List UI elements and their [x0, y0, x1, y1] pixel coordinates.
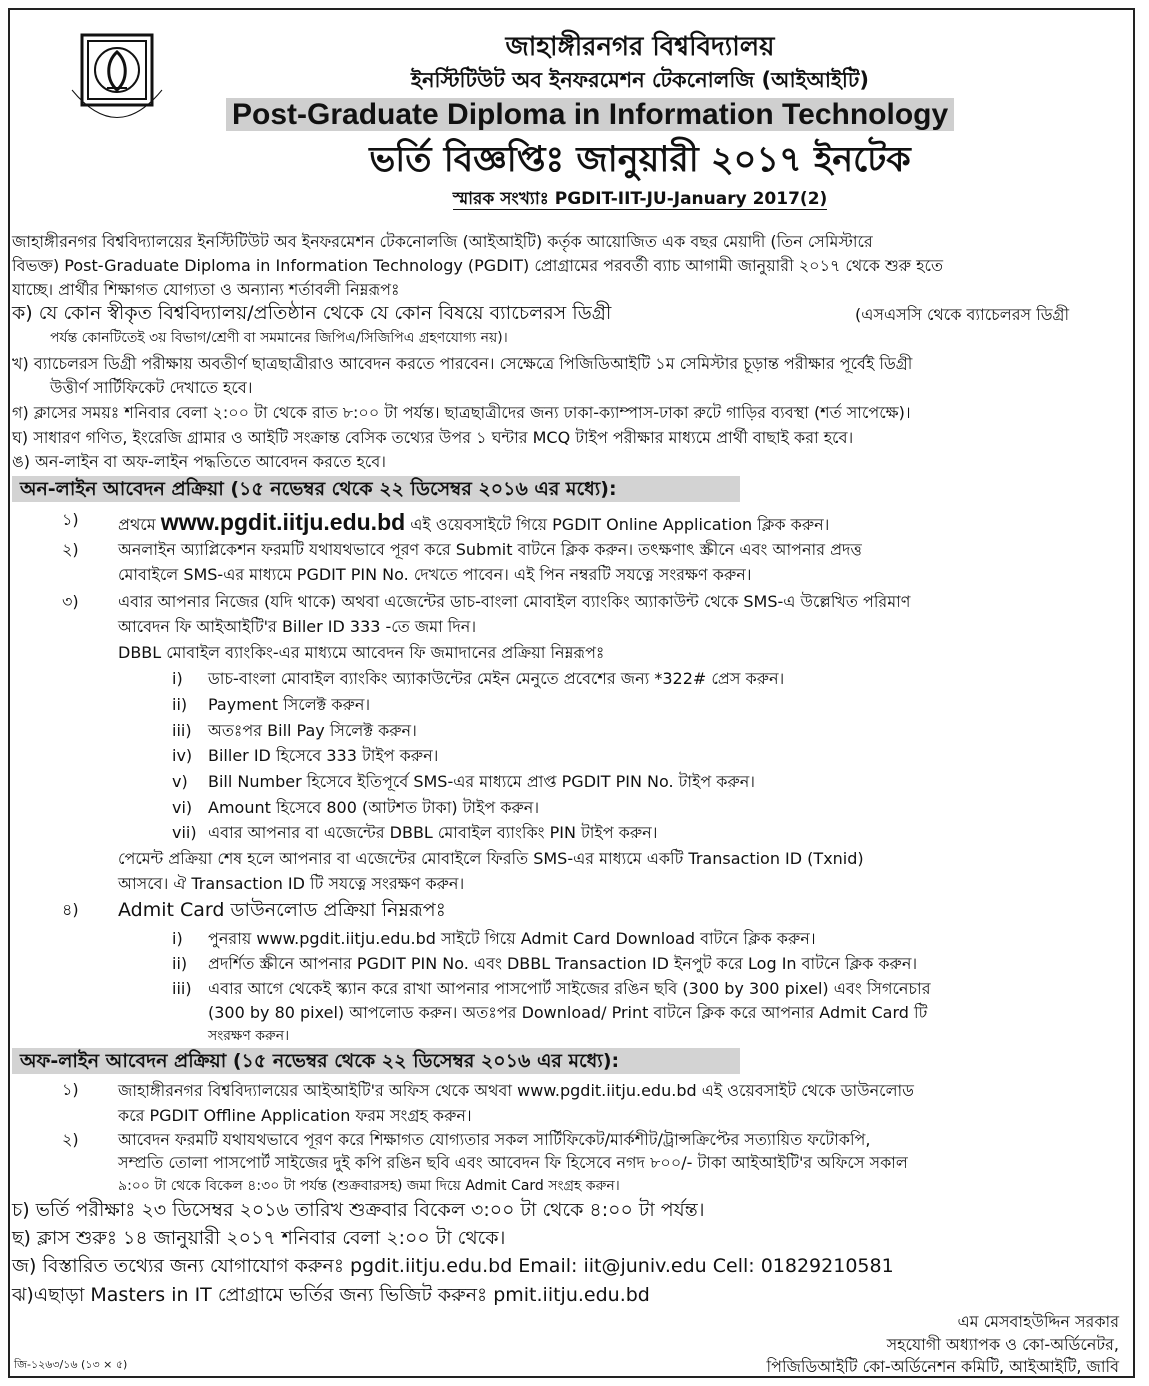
- condition-kha-2: উত্তীর্ণ সার্টিফিকেট দেখাতে হবে।: [50, 378, 253, 397]
- intro-line-3: যাচ্ছে। প্রার্থীর শিক্ষাগত যোগ্যতা ও অন্যান্য শর্তাবলী নিম্নরূপঃ: [12, 280, 400, 299]
- offline-step-1-line-2: করে PGDIT Offline Application ফরম সংগ্রহ করুন।: [118, 1106, 472, 1125]
- dbbl-step-number: ii): [172, 695, 188, 714]
- online-step-number-2: ২): [62, 540, 79, 559]
- program-title: Post-Graduate Diploma in Information Technology: [226, 98, 954, 131]
- dbbl-step: এবার আপনার বা এজেন্টের DBBL মোবাইল ব্যাংকিং PIN টাইপ করুন।: [208, 823, 658, 842]
- university-name: জাহাঙ্গীরনগর বিশ্ববিদ্যালয়: [505, 32, 775, 62]
- offline-step-number-1: ১): [62, 1080, 79, 1099]
- intro-line-2: বিভক্ত) Post-Graduate Diploma in Information Technology (PGDIT) প্রোগ্রামের পরবর্তী ব্যাচ আগামী জানুয়ারী ২০১৭ থেকে শুরু হতে: [12, 256, 943, 275]
- offline-heading: অফ-লাইন আবেদন প্রক্রিয়া (১৫ নভেম্বর থেকে ২২ ডিসেম্বর ২০১৬ এর মধ্যে):: [12, 1048, 740, 1074]
- condition-gha: ঘ) সাধারণ গণিত, ইংরেজি গ্রামার ও আইটি সংক্রান্ত বেসিক তথ্যের উপর ১ ঘন্টার MCQ টাইপ পরীক্ষার মাধ্যমে প্রার্থী বাছাই করা হবে।: [12, 428, 854, 447]
- dbbl-step-number: iv): [172, 746, 193, 765]
- offline-step-2-line-2: সম্প্রতি তোলা পাসপোর্ট সাইজের দুই কপি রঙিন ছবি এবং আবেদন ফি হিসেবে নগদ ৮০০/- টাকা আইআইটি'র অফিসে সকাল: [118, 1153, 908, 1172]
- signatory-name: এম মেসবাহউদ্দিন সরকার: [957, 1312, 1119, 1331]
- online-step-1-prefix: প্রথমে: [118, 515, 156, 534]
- admit-step-3-line-1: এবার আগে থেকেই স্ক্যান করে রাখা আপনার পাসপোর্ট সাইজের রঙিন ছবি (300 by 300 pixel) এবং সিগনেচার: [208, 979, 931, 998]
- contact-info: জ) বিস্তারিত তথ্যের জন্য যোগাযোগ করুনঃ pgdit.iitju.edu.bd Email: iit@juniv.edu Cell: 01829210581: [12, 1255, 894, 1277]
- dbbl-step: Payment সিলেক্ট করুন।: [208, 695, 371, 714]
- admit-step-number-2: ii): [172, 954, 188, 973]
- intro-line-1: জাহাঙ্গীরনগর বিশ্ববিদ্যালয়ের ইনস্টিটিউট অব ইনফরমেশন টেকনোলজি (আইআইটি) কর্তৃক আয়োজিত এক বছর মেয়াদী (তিন সেমিস্টারে: [12, 232, 873, 251]
- dbbl-step-number: iii): [172, 721, 192, 740]
- transaction-line-2: আসবে। ঐ Transaction ID টি সযত্নে সংরক্ষণ করুন।: [118, 874, 465, 893]
- online-step-3-line-1: এবার আপনার নিজের (যদি থাকে) অথবা এজেন্টের ডাচ-বাংলা মোবাইল ব্যাংকিং অ্যাকাউন্ট থেকে SMS-এ উল্লেখিত পরিমাণ: [118, 592, 911, 611]
- admit-step-3-line-3: সংরক্ষণ করুন।: [208, 1028, 290, 1044]
- online-step-number-1: ১): [62, 510, 79, 529]
- admit-step-1: পুনরায় www.pgdit.iitju.edu.bd সাইটে গিয়ে Admit Card Download বাটনে ক্লিক করুন।: [208, 929, 816, 948]
- condition-ka: ক) যে কোন স্বীকৃত বিশ্ববিদ্যালয়/প্রতিষ্ঠান থেকে যে কোন বিষয়ে ব্যাচেলরস ডিগ্রী: [12, 302, 612, 324]
- admit-step-number-3: iii): [172, 979, 192, 998]
- website-link[interactable]: www.pgdit.iitju.edu.bd: [160, 509, 406, 535]
- dbbl-step: অতঃপর Bill Pay সিলেক্ট করুন।: [208, 721, 417, 740]
- masters-info: ঝ)এছাড়া Masters in IT প্রোগ্রামে ভর্তির জন্য ভিজিট করুনঃ pmit.iitju.edu.bd: [12, 1284, 650, 1306]
- admission-title: ভর্তি বিজ্ঞপ্তিঃ জানুয়ারী ২০১৭ ইনটেক: [369, 140, 911, 180]
- transaction-line-1: পেমেন্ট প্রক্রিয়া শেষ হলে আপনার বা এজেন্টের মোবাইলে ফিরতি SMS-এর মাধ্যমে একটি Transaction ID (Txnid): [118, 849, 864, 868]
- online-step-2-line-2: মোবাইলে SMS-এর মাধ্যমে PGDIT PIN No. দেখতে পাবেন। এই পিন নম্বরটি সযত্নে সংরক্ষণ করুন।: [118, 565, 752, 584]
- memo-number: [240, 186, 1040, 214]
- signatory-designation: সহযোগী অধ্যাপক ও কো-অর্ডিনেটর,: [886, 1335, 1119, 1354]
- offline-step-1-line-1: জাহাঙ্গীরনগর বিশ্ববিদ্যালয়ের আইআইটি'র অফিস থেকে অথবা www.pgdit.iitju.edu.bd এই ওয়েবসাইট থেকে ডাউনলোড: [118, 1081, 914, 1100]
- online-step-number-3: ৩): [62, 592, 79, 611]
- admit-card-heading: Admit Card ডাউনলোড প্রক্রিয়া নিম্নরূপঃ: [118, 899, 446, 921]
- dbbl-heading: DBBL মোবাইল ব্যাংকিং-এর মাধ্যমে আবেদন ফি জমাদানের প্রক্রিয়া নিম্নরূপঃ: [118, 643, 605, 662]
- dbbl-step: Bill Number হিসেবে ইতিপূর্বে SMS-এর মাধ্যমে প্রাপ্ত PGDIT PIN No. টাইপ করুন।: [208, 772, 756, 791]
- admit-step-3-line-2: (300 by 80 pixel) আপলোড করুন। অতঃপর Download/ Print বাটনে ক্লিক করে আপনার Admit Card টি: [208, 1003, 928, 1022]
- dbbl-step: Biller ID হিসেবে 333 টাইপ করুন।: [208, 746, 439, 765]
- condition-ka-note-2: পর্যন্ত কোনটিতেই ৩য় বিভাগ/শ্রেণী বা সমমানের জিপিএ/সিজিপিএ গ্রহণযোগ্য নয়)।: [50, 330, 508, 346]
- university-logo: [62, 30, 172, 150]
- ad-code: জি-১২৬৩/১৬ (১৩ × ৫): [14, 1358, 128, 1371]
- condition-kha: খ) ব্যাচেলরস ডিগ্রী পরীক্ষায় অবতীর্ণ ছাত্রছাত্রীরাও আবেদন করতে পারবেন। সেক্ষেত্রে পিজিডিআইটি ১ম সেমিস্টার চূড়ান্ত পরীক্ষার পূর্বেই ডিগ্রী: [12, 354, 913, 373]
- exam-date: চ) ভর্তি পরীক্ষাঃ ২৩ ডিসেম্বর ২০১৬ তারিখ শুক্রবার বিকেল ৩:০০ টা থেকে ৪:০০ টা পর্যন্ত।: [12, 1199, 705, 1221]
- online-step-3-line-2: আবেদন ফি আইআইটি'র Biller ID 333 -তে জমা দিন।: [118, 617, 477, 636]
- offline-step-number-2: ২): [62, 1130, 79, 1149]
- condition-uma: ঙ) অন-লাইন বা অফ-লাইন পদ্ধতিতে আবেদন করতে হবে।: [12, 452, 386, 471]
- dbbl-step: ডাচ-বাংলা মোবাইল ব্যাংকিং অ্যাকাউন্টের মেইন মেনুতে প্রবেশের জন্য *322# প্রেস করুন।: [208, 669, 785, 688]
- condition-ka-note: (এসএসসি থেকে ব্যাচেলরস ডিগ্রী: [855, 305, 1070, 324]
- dbbl-step: Amount হিসেবে 800 (আটশত টাকা) টাইপ করুন।: [208, 798, 540, 817]
- admit-step-2: প্রদর্শিত স্ক্রীনে আপনার PGDIT PIN No. এবং DBBL Transaction ID ইনপুট করে Log In বাটনে ক্লিক করুন।: [208, 954, 918, 973]
- online-step-2-line-1: অনলাইন অ্যাপ্লিকেশন ফরমটি যথাযথভাবে পূরণ করে Submit বাটনে ক্লিক করুন। তৎক্ষণাৎ স্ক্রীনে এবং আপনার প্রদত্ত: [118, 540, 862, 559]
- dbbl-step-number: vi): [172, 798, 193, 817]
- online-heading: অন-লাইন আবেদন প্রক্রিয়া (১৫ নভেম্বর থেকে ২২ ডিসেম্বর ২০১৬ এর মধ্যে):: [12, 476, 740, 502]
- class-start: ছ) ক্লাস শুরুঃ ১৪ জানুয়ারী ২০১৭ শনিবার বেলা ২:০০ টা থেকে।: [12, 1227, 506, 1249]
- online-step-1-suffix: এই ওয়েবসাইটে গিয়ে PGDIT Online Application ক্লিক করুন।: [410, 515, 830, 534]
- signatory-committee: পিজিডিআইটি কো-অর্ডিনেশন কমিটি, আইআইটি, জাবি: [766, 1357, 1119, 1376]
- dbbl-step-number: vii): [172, 823, 197, 842]
- condition-ga: গ) ক্লাসের সময়ঃ শনিবার বেলা ২:০০ টা থেকে রাত ৮:০০ টা পর্যন্ত। ছাত্রছাত্রীদের জন্য ঢাকা-ক্যাম্পাস-ঢাকা রুটে গাড়ির ব্যবস্থা (শর্ত সাপেক্ষে)।: [12, 403, 911, 422]
- dbbl-step-number: i): [172, 669, 183, 688]
- offline-step-2-line-1: আবেদন ফরমটি যথাযথভাবে পূরণ করে শিক্ষাগত যোগ্যতার সকল সার্টিফিকেট/মার্কশীট/ট্রান্সক্রিপ্টের সত্যায়িত ফটোকপি,: [118, 1130, 871, 1149]
- dbbl-step-number: v): [172, 772, 188, 791]
- memo-text: স্মারক সংখ্যাঃ PGDIT-IIT-JU-January 2017(2): [452, 189, 828, 209]
- offline-step-2-line-3: ৯:০০ টা থেকে বিকেল ৪:৩০ টা পর্যন্ত (শুক্রবারসহ) জমা দিয়ে Admit Card সংগ্রহ করুন।: [118, 1178, 620, 1194]
- online-step-number-4: ৪): [62, 900, 79, 919]
- online-step-1: [118, 510, 829, 537]
- institute-name: ইনস্টিটিউট অব ইনফরমেশন টেকনোলজি (আইআইটি): [411, 68, 869, 92]
- admit-step-number-1: i): [172, 929, 183, 948]
